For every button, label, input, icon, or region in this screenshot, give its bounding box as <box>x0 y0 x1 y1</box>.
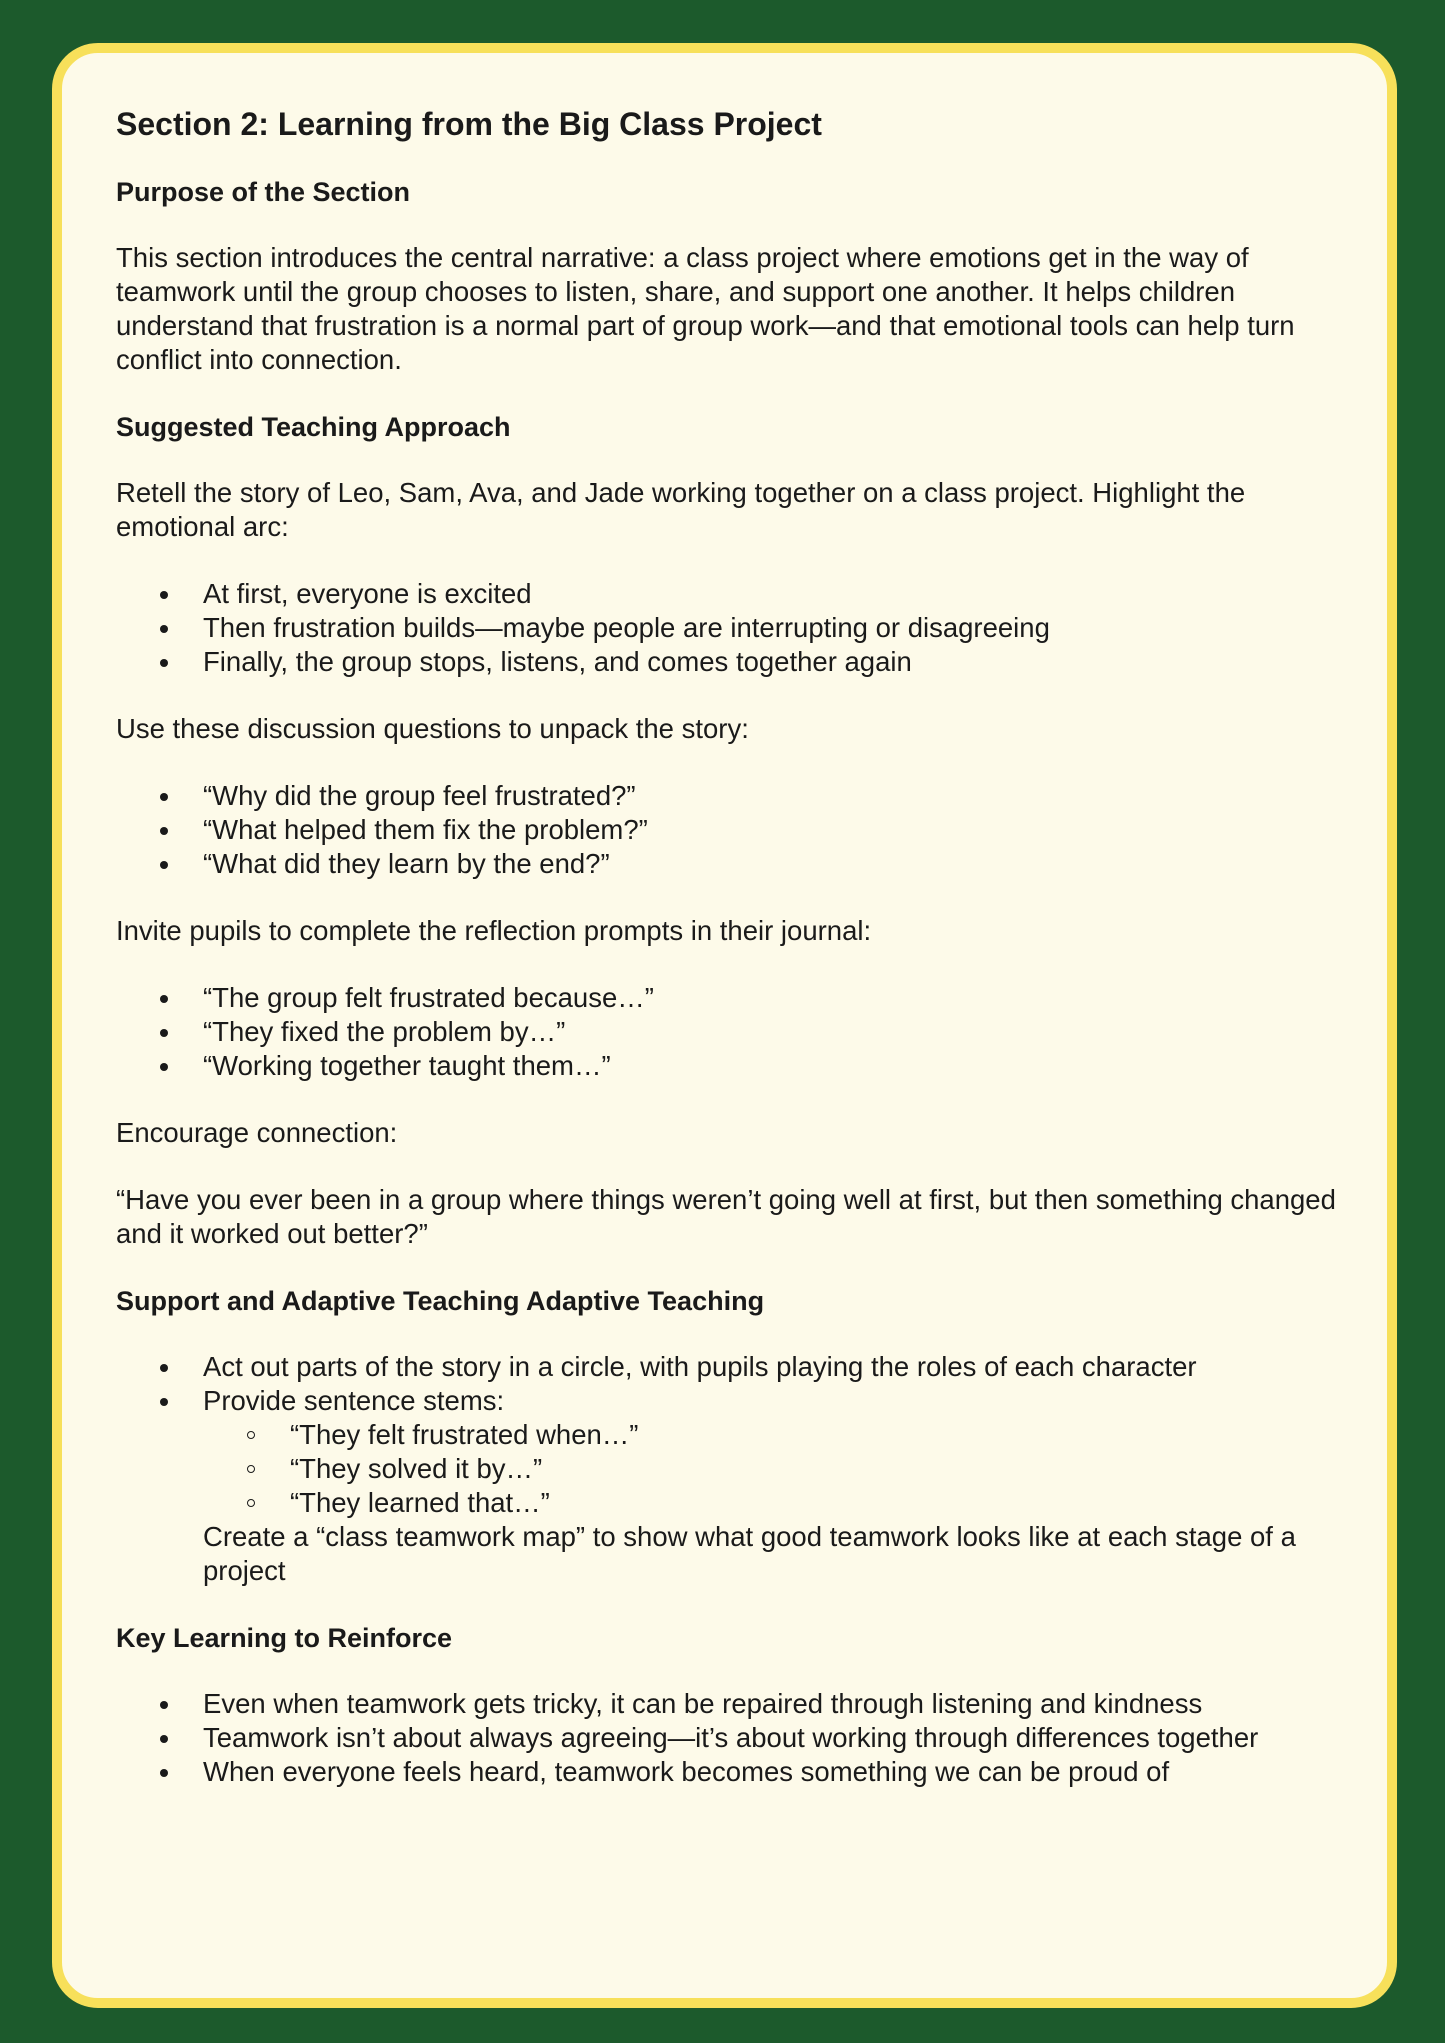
list-item: Act out parts of the story in a circle, with pupils playing the roles of each character <box>116 1350 1366 1384</box>
connection-intro: Encourage connection: <box>116 1117 398 1148</box>
bullet-icon <box>160 1701 168 1709</box>
section-title: Section 2: Learning from the Big Class Project <box>116 106 822 142</box>
bullet-icon <box>160 827 168 835</box>
list-item: “They felt frustrated when…” <box>203 1418 1366 1452</box>
reflection-prompts-list <box>116 981 1366 1083</box>
list-item: “What did they learn by the end?” <box>116 847 1366 881</box>
list-item: Then frustration builds—maybe people are interrupting or disagreeing <box>116 611 1366 645</box>
list-item: “The group felt frustrated because…” <box>116 981 1366 1015</box>
approach-heading: Suggested Teaching Approach <box>116 412 511 442</box>
sentence-stems-list <box>203 1418 1366 1520</box>
bullet-icon <box>160 793 168 801</box>
connection-quote: “Have you ever been in a group where things weren’t going well at first, but then something changed and it worked out better?” <box>116 1184 1336 1249</box>
bullet-icon <box>160 1735 168 1743</box>
list-item: “What helped them fix the problem?” <box>116 813 1366 847</box>
teamwork-map-text: Create a “class teamwork map” to show what good teamwork looks like at each stage of a project <box>203 1521 1296 1586</box>
purpose-body: This section introduces the central narrative: a class project where emotions get in the way of teamwork until the group chooses to listen, share, and support one another. It helps children understand that frustration is a normal part of group work—and that emotional tools can help turn conflict into connection. <box>116 242 1295 375</box>
bullet-icon <box>160 591 168 599</box>
list-item: Teamwork isn’t about always agreeing—it’s about working through differences together <box>116 1721 1366 1755</box>
bullet-icon <box>160 1398 168 1406</box>
hollow-bullet-icon <box>247 1499 255 1507</box>
bullet-icon <box>160 625 168 633</box>
support-heading: Support and Adaptive Teaching Adaptive Teaching <box>116 1286 765 1316</box>
bullet-icon <box>160 659 168 667</box>
hollow-bullet-icon <box>247 1465 255 1473</box>
document-card <box>52 43 1397 2008</box>
document-content <box>116 105 1366 1822</box>
support-list <box>116 1350 1366 1588</box>
bullet-icon <box>160 995 168 1003</box>
list-item: Even when teamwork gets tricky, it can be repaired through listening and kindness <box>116 1687 1366 1721</box>
list-item: “They learned that…” <box>203 1486 1366 1520</box>
list-item: “Working together taught them…” <box>116 1049 1366 1083</box>
prompts-intro: Invite pupils to complete the reflection prompts in their journal: <box>116 915 872 946</box>
key-learning-heading: Key Learning to Reinforce <box>116 1623 453 1653</box>
list-item: Provide sentence stems: “They felt frustrated when…” “They solved it by…” “They learned that…” Create a “class teamwork map” to show what good teamwork looks like at each stage of a project <box>116 1384 1366 1588</box>
bullet-icon <box>160 1063 168 1071</box>
bullet-icon <box>160 1364 168 1372</box>
approach-intro: Retell the story of Leo, Sam, Ava, and Jade working together on a class project. Highlight the emotional arc: <box>116 477 1246 542</box>
list-item: When everyone feels heard, teamwork becomes something we can be proud of <box>116 1755 1366 1789</box>
list-item: “They solved it by…” <box>203 1452 1366 1486</box>
hollow-bullet-icon <box>247 1431 255 1439</box>
questions-intro: Use these discussion questions to unpack the story: <box>116 713 749 744</box>
bullet-icon <box>160 1029 168 1037</box>
bullet-icon <box>160 861 168 869</box>
list-item: At first, everyone is excited <box>116 577 1366 611</box>
discussion-questions-list <box>116 779 1366 881</box>
list-item: “Why did the group feel frustrated?” <box>116 779 1366 813</box>
list-item: Finally, the group stops, listens, and comes together again <box>116 645 1366 679</box>
emotional-arc-list <box>116 577 1366 679</box>
purpose-heading: Purpose of the Section <box>116 177 411 207</box>
list-item: “They fixed the problem by…” <box>116 1015 1366 1049</box>
bullet-icon <box>160 1769 168 1777</box>
key-learning-list <box>116 1687 1366 1789</box>
